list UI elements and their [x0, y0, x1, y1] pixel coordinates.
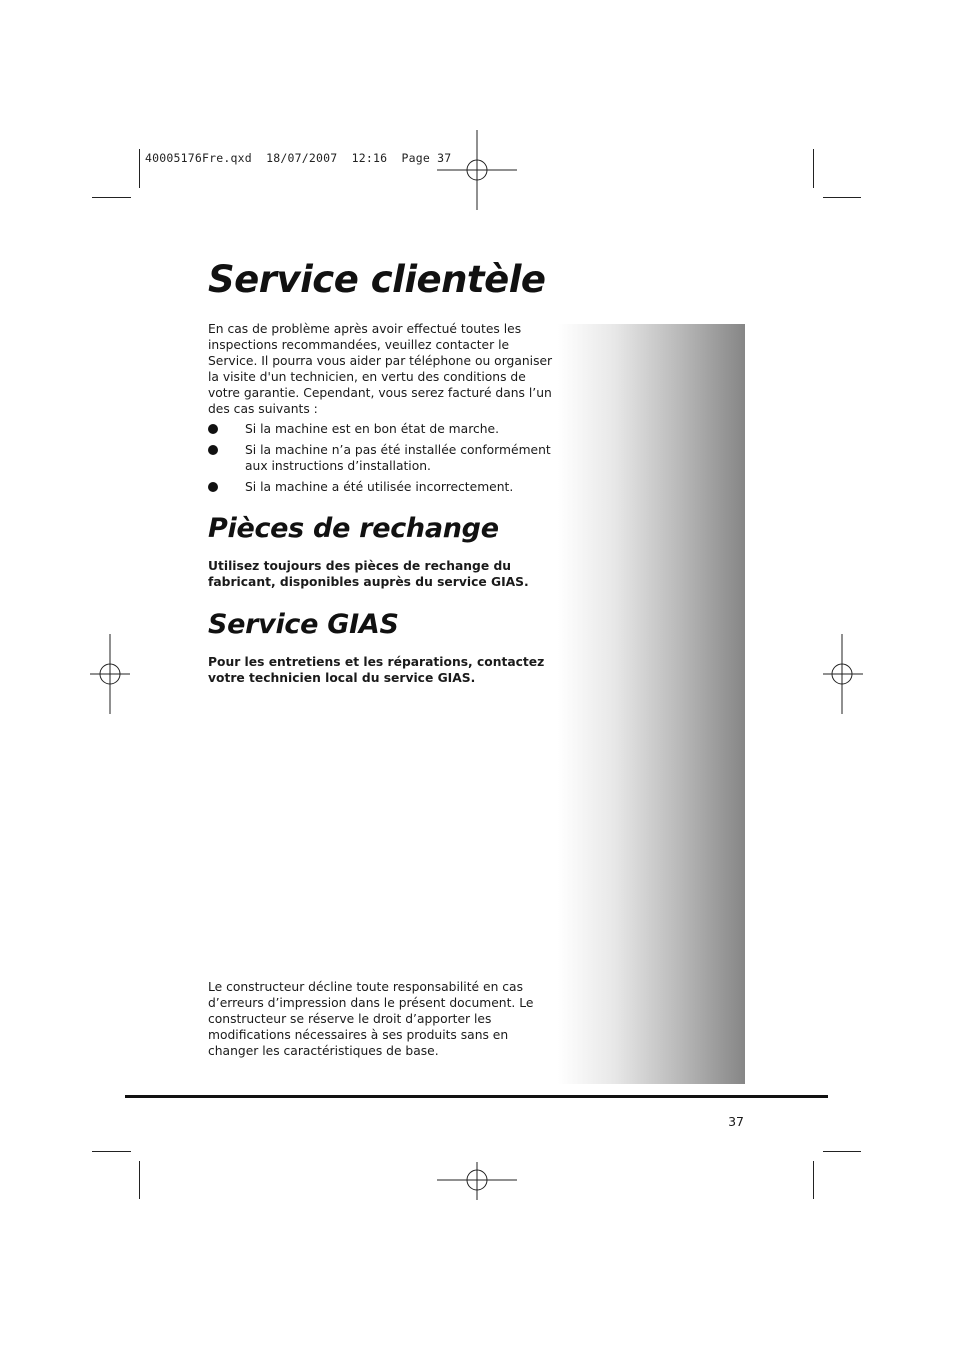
disclaimer-paragraph: Le constructeur décline toute responsabilité en cas d’erreurs d’impression dans le présent document. Le constructeur se réserve le droit d’apporter les modifications nécessaires à ses produits sans en changer les caractéristiques de base.: [208, 980, 534, 1058]
print-slug: 40005176Fre.qxd 18/07/2007 12:16 Page 37: [145, 151, 452, 165]
spare-parts-text: Utilisez toujours des pièces de rechange du fabricant, disponibles auprès du service GIAS.: [208, 559, 529, 589]
registration-mark-left-icon: [72, 634, 152, 714]
crop-mark: [823, 197, 861, 198]
bullet-icon: [208, 424, 218, 434]
crop-mark: [813, 1161, 814, 1199]
bullet-icon: [208, 482, 218, 492]
intro-paragraph: En cas de problème après avoir effectué toutes les inspections recommandées, veuillez contacter le Service. Il pourra vous aider par téléphone ou organiser la visite d'un technicien, en vertu des conditions de votre garantie. Cependant, vous serez facturé dans l’un des cas suivants :: [208, 322, 553, 416]
page-number: 37: [728, 1114, 744, 1129]
registration-mark-top-icon: [437, 130, 517, 210]
list-item: [208, 421, 553, 437]
crop-mark: [92, 1151, 131, 1152]
spare-parts-heading: Pièces de rechange: [208, 513, 499, 544]
list-item-text: Si la machine a été utilisée incorrectement.: [245, 480, 514, 494]
crop-mark: [139, 1161, 140, 1199]
footer-rule: [125, 1095, 828, 1098]
crop-mark: [92, 197, 131, 198]
service-gias-text: Pour les entretiens et les réparations, contactez votre technicien local du service GIAS.: [208, 655, 545, 685]
list-item-text: Si la machine n’a pas été installée conformément aux instructions d’installation.: [245, 443, 551, 473]
registration-mark-right-icon: [801, 634, 881, 714]
crop-mark: [823, 1151, 861, 1152]
registration-mark-bottom-icon: [437, 1140, 517, 1220]
service-gias-heading: Service GIAS: [208, 609, 399, 640]
conditions-list: [208, 421, 553, 500]
list-item: [208, 479, 553, 495]
bullet-icon: [208, 445, 218, 455]
crop-mark: [813, 149, 814, 188]
page-title: Service clientèle: [208, 258, 546, 301]
list-item-text: Si la machine est en bon état de marche.: [245, 422, 500, 436]
list-item: [208, 442, 553, 474]
crop-mark: [139, 149, 140, 188]
gradient-sidebar: [558, 324, 745, 1084]
